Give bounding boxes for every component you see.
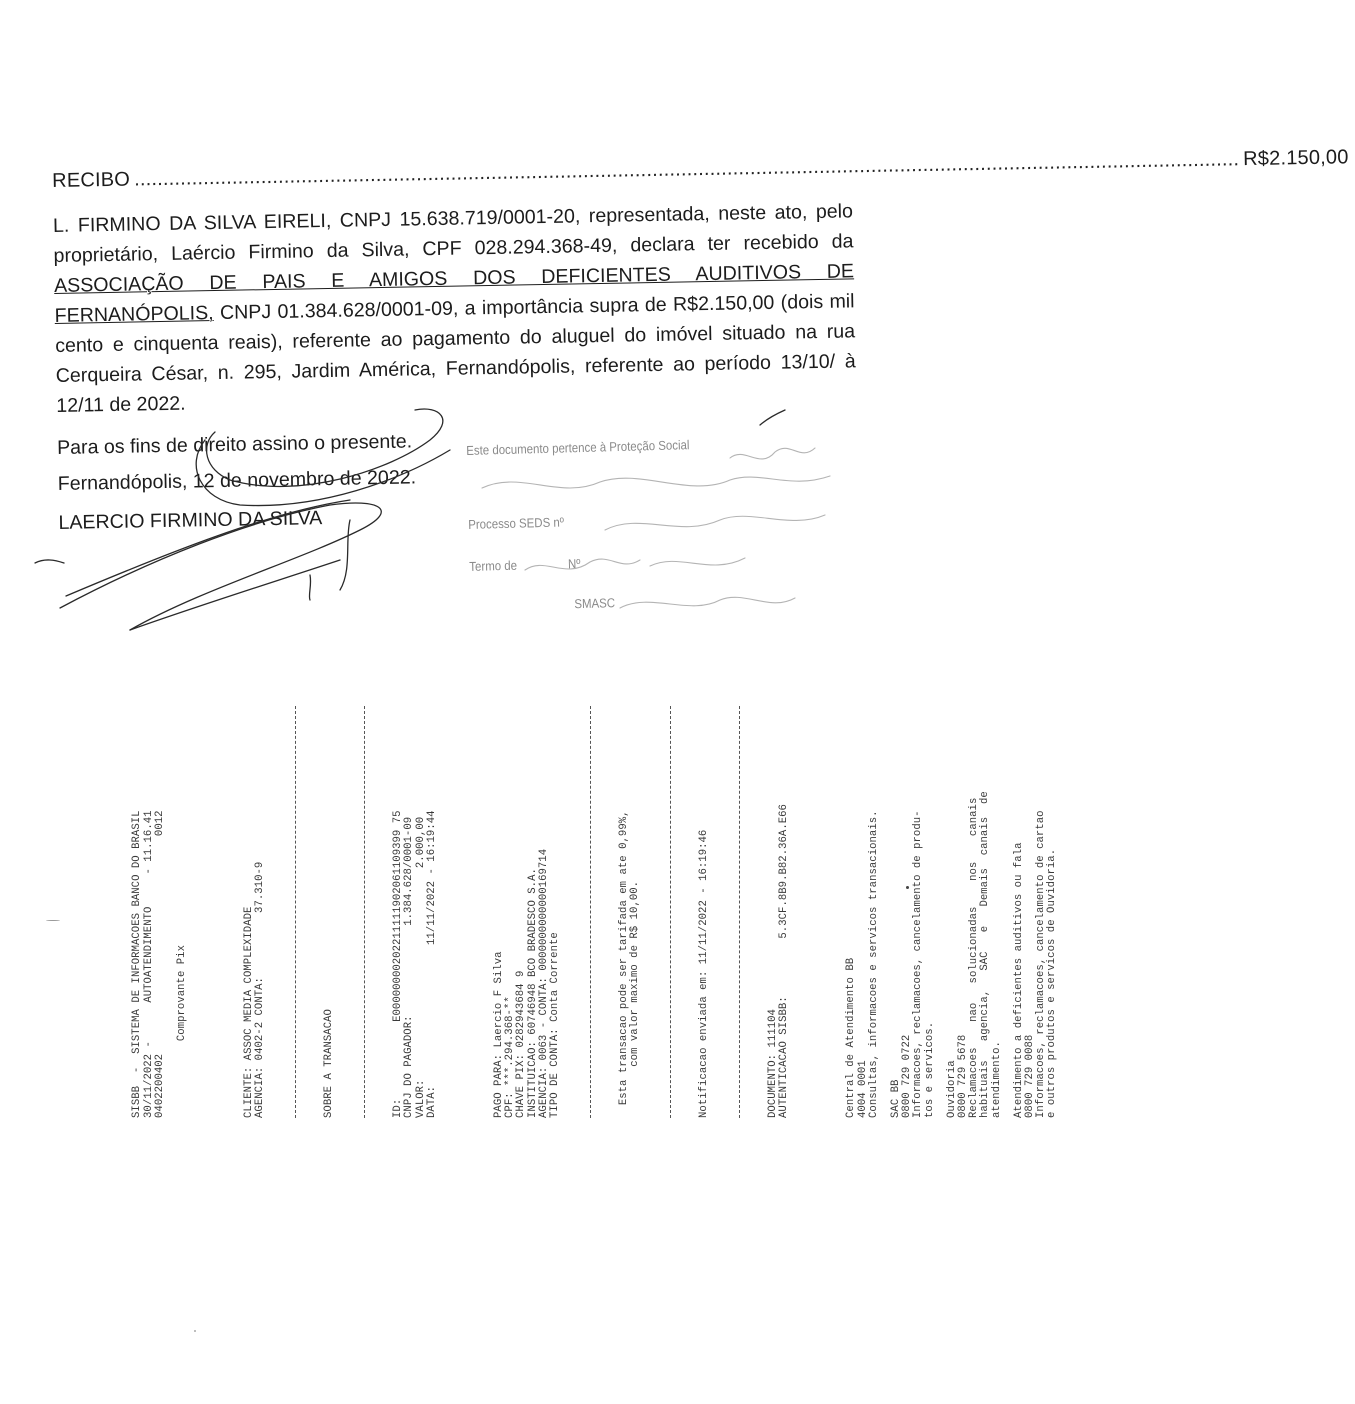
slip-line: PAGO PARA: Laercio F Silva [492,951,505,1118]
slip-gap [460,618,471,1118]
slip-line: 4004 0001 [856,1060,869,1118]
receipt-body [53,196,857,421]
slip-separator [364,706,365,1118]
slip-transaction [393,618,438,1118]
slip-gap [813,618,824,1118]
slip-gap [211,618,222,1118]
slip-payee [494,618,561,1118]
scan-speck [194,1330,196,1332]
scan-speck [46,920,60,921]
receipt-closing: Para os fins de direito assino o presente. [56,430,413,459]
slip-header [132,618,188,1118]
slip-line: 0800 729 5678 [957,1034,969,1118]
slip-fee-note [619,618,641,1118]
slip-line: e outros produtos e servicos de Ouvidoria. [1046,848,1059,1118]
slip-line: habituais agencia, SAC e Demais canais de [979,791,992,1118]
slip-line: Ouvidoria [945,1060,958,1118]
slip-separator [590,706,591,1118]
slip-line: Comprovante Pix [176,945,189,1118]
protection-stamp [466,431,831,620]
slip-line: ID: E00000000202211111902061109399 75 [392,810,405,1118]
slip-auth [768,618,790,1118]
slip-line: Informacoes, reclamacoes, cancelamento de produ- [912,810,925,1118]
slip-line: Consultas, informacoes e servicos transacionais. [867,810,880,1118]
slip-separator [670,706,671,1118]
slip-line: CNPJ DO PAGADOR: 1.384.628/0001-09 [403,816,416,1118]
receipt-body-rest: CNPJ 01.384.628/0001-09, a importância supra de R$2.150,00 (dois mil cento e cinquenta reais), referente ao pagamento do aluguel do imóvel situado na rua Cerqueira César, n. 295, Jardim América, Fernandópolis, referente ao período 13/10/ à 12/11 de 2022. [55,290,856,417]
slip-line: SISBB - SISTEMA DE INFORMACOES BANCO DO BRASIL [131,810,144,1118]
stamp-line-1: Este documento pertence à Proteção Social [466,437,690,458]
signer-name: LAERCIO FIRMINO DA SILVA [58,507,323,534]
pix-receipt-slip [110,618,1059,1118]
leader-dots [134,148,1240,191]
receipt-body-intro: L. FIRMINO DA SILVA EIRELI, CNPJ 15.638.719/0001-20, representada, neste ato, pelo proprietário, Laércio Firmino da Silva, CPF 028.294.368-49, declara ter recebido da [52,200,854,267]
receipt-amount: R$2.150,00 [1242,146,1349,171]
slip-line: 0800 729 0088 [1024,1034,1037,1118]
slip-line: CPF: ***.294.368-** [504,996,517,1118]
receipt-heading [52,146,1349,193]
slip-line: Central de Atendimento BB [845,957,858,1118]
stamp-termo-number: Nº [567,556,581,572]
slip-separator [295,706,296,1118]
slip-line: INSTITUICAO: 60746948 BCO BRADESCO S.A. [526,868,539,1118]
slip-line: com valor maximo de R$ 10,00. [629,880,642,1118]
slip-line: 30/11/2022 - AUTOATENDIMENTO - 11.16.41 [142,810,155,1118]
slip-line: DOCUMENTO: 111104 [767,1009,780,1118]
receipt-title: RECIBO [52,168,131,192]
slip-line: Atendimento a deficientes auditivos ou fala [1012,842,1025,1118]
stamp-smasc-label: SMASC [574,595,616,612]
slip-client [244,618,266,1118]
slip-line: Esta transacao pode ser tarifada em ate 0,99%, [617,810,630,1118]
slip-transaction-title: SOBRE A TRANSACAO [323,1009,336,1118]
slip-contacts [846,618,1058,1118]
slip-line: VALOR: 2.000,00 [414,816,427,1118]
slip-line: AUTENTICACAO SISBB: 5.3CF.8B9.B82.36A.E66 [778,804,791,1118]
pix-slip-content [110,618,1081,1118]
slip-line: DATA: 11/11/2022 - 16:19:44 [425,810,438,1118]
slip-line: AGENCIA: 0063 - CONTA: 0000000000000169714 [537,848,550,1118]
slip-line: CHAVE PIX: 0282943684 9 [515,970,528,1118]
scan-speck [906,886,909,889]
slip-line: 0402200402 0012 [153,810,166,1118]
slip-line: SAC BB [889,1079,902,1118]
slip-line: TIPO DE CONTA: Conta Corrente [548,932,561,1118]
slip-line: tos e servicos. [923,1021,936,1118]
stamp-termo-label: Termo de [469,557,518,574]
receipt-place-date: Fernandópolis, 12 de novembro de 2022. [57,466,417,495]
payer-name: ASSOCIAÇÃO DE PAIS E AMIGOS DOS DEFICIENTES AUDITIVOS DE FERNANÓPOLIS, [53,260,855,327]
slip-line: Informacoes, reclamacoes, cancelamento de cartao [1035,810,1048,1118]
slip-notification: Notificacao enviada em: 11/11/2022 - 16:19:46 [698,829,711,1118]
slip-line: CLIENTE: ASSOC MEDIA COMPLEXIDADE [243,906,256,1118]
slip-gap [936,618,947,1118]
slip-line: Reclamacoes nao solucionadas nos canais [968,797,981,1118]
slip-line: atendimento. [990,1041,1003,1118]
slip-gap [880,618,891,1118]
stamp-processo-label: Processo SEDS nº [468,514,565,532]
slip-separator [739,706,740,1118]
slip-line: AGENCIA: 0402-2 CONTA: 37.310-9 [254,861,267,1118]
slip-line: 0800 729 0722 [901,1034,914,1118]
